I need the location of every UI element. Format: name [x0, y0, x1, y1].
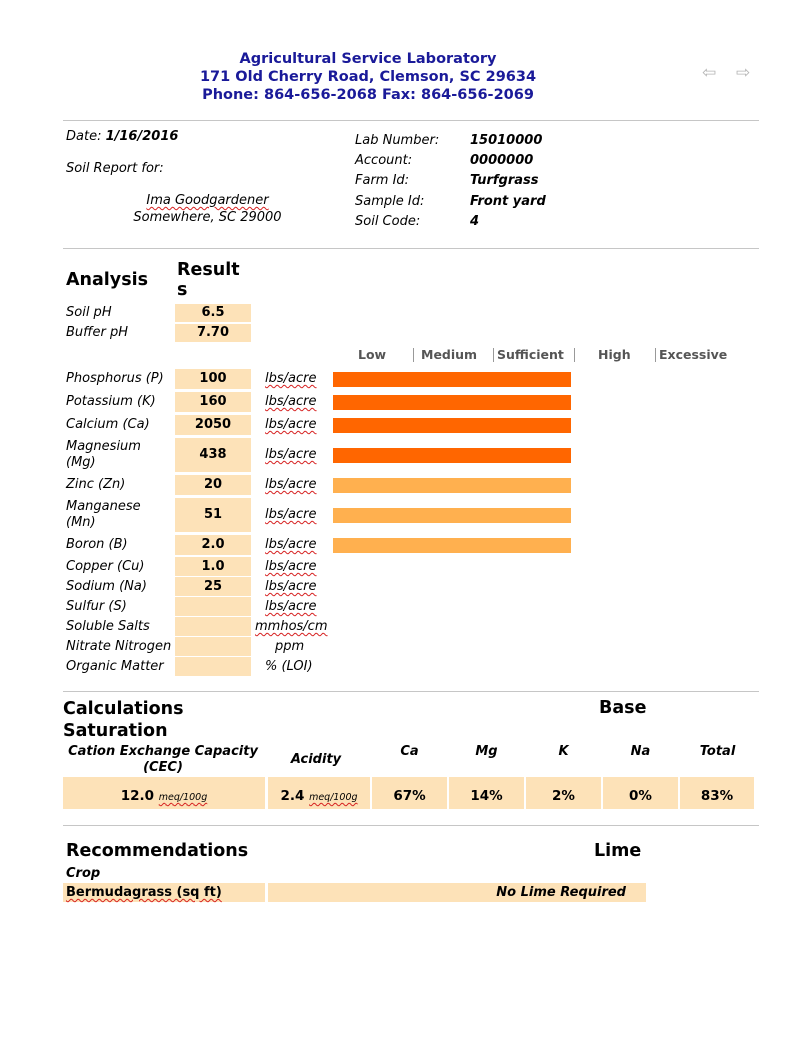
farm-id-label: Farm Id: — [355, 173, 410, 188]
copper-label: Copper (Cu) — [66, 559, 145, 574]
lab-name: Agricultural Service Laboratory — [239, 51, 497, 67]
magnesium-level-bar — [333, 448, 571, 463]
soil-code-value: 4 — [470, 214, 480, 229]
buffer-ph-label: Buffer pH — [66, 325, 129, 340]
potassium-label: Potassium (K) — [66, 394, 156, 409]
crop-label: Crop — [66, 866, 101, 881]
k-value: 2% — [552, 788, 575, 804]
scale-sufficient: Sufficient — [497, 347, 564, 362]
zinc-value: 20 — [175, 475, 251, 495]
potassium-value: 160 — [175, 392, 251, 412]
phosphorus-value: 100 — [175, 369, 251, 389]
potassium-unit: lbs/acre — [265, 394, 317, 409]
scale-excessive: Excessive — [659, 347, 728, 362]
ca-header: Ca — [400, 744, 419, 759]
date-value: 1/16/2016 — [105, 129, 179, 144]
sodium-unit: lbs/acre — [265, 579, 317, 594]
lime-recommendation: No Lime Required — [496, 885, 626, 900]
potassium-level-bar — [333, 395, 571, 410]
magnesium-unit: lbs/acre — [265, 447, 317, 462]
acidity-header: Acidity — [290, 752, 342, 767]
phosphorus-label: Phosphorus (P) — [66, 371, 164, 386]
scale-medium: Medium — [421, 347, 478, 362]
nitrate-nitrogen-unit: ppm — [275, 639, 305, 654]
calcium-level-bar — [333, 418, 571, 433]
organic-matter-unit: % (LOI) — [265, 659, 313, 674]
divider — [63, 825, 759, 826]
back-arrow-icon[interactable]: ⇦ — [702, 63, 717, 83]
divider — [63, 691, 759, 692]
boron-level-bar — [333, 538, 571, 553]
soluble-salts-unit: mmhos/cm — [255, 619, 328, 634]
manganese-value: 51 — [175, 498, 251, 532]
phosphorus-level-bar — [333, 372, 571, 387]
sodium-value: 25 — [175, 577, 251, 596]
sample-id-label: Sample Id: — [355, 194, 425, 209]
zinc-label: Zinc (Zn) — [66, 477, 126, 492]
organic-matter-label: Organic Matter — [66, 659, 164, 674]
crop-value: Bermudagrass (sq ft) — [66, 885, 222, 900]
manganese-level-bar — [333, 508, 571, 523]
lab-phone-fax: Phone: 864-656-2068 Fax: 864-656-2069 — [202, 87, 534, 103]
account-value: 0000000 — [470, 153, 534, 168]
calcium-unit: lbs/acre — [265, 417, 317, 432]
buffer-ph-value: 7.70 — [175, 324, 251, 342]
forward-arrow-icon[interactable]: ⇨ — [736, 63, 751, 83]
soil-ph-value: 6.5 — [175, 304, 251, 322]
lab-address: 171 Old Cherry Road, Clemson, SC 29634 — [199, 69, 537, 85]
sulfur-value — [175, 597, 251, 616]
nitrate-nitrogen-value — [175, 637, 251, 656]
manganese-label: Manganese (Mn) — [66, 499, 141, 530]
calcium-value: 2050 — [175, 415, 251, 435]
lime-label: Lime — [594, 841, 642, 861]
copper-value: 1.0 — [175, 557, 251, 576]
na-header: Na — [630, 744, 651, 759]
phosphorus-unit: lbs/acre — [265, 371, 317, 386]
base-saturation-label: Base — [599, 698, 647, 718]
total-header: Total — [699, 744, 736, 759]
soluble-salts-value — [175, 617, 251, 636]
sample-id-value: Front yard — [470, 194, 546, 209]
farm-id-value: Turfgrass — [470, 173, 539, 188]
magnesium-value: 438 — [175, 438, 251, 472]
date-field — [66, 129, 178, 144]
client-name: Ima Goodgardener — [146, 193, 269, 208]
k-header: K — [558, 744, 569, 759]
acidity-value: 2.4 meq/100g — [280, 788, 358, 804]
sodium-label: Sodium (Na) — [66, 579, 147, 594]
boron-label: Boron (B) — [66, 537, 128, 552]
copper-unit: lbs/acre — [265, 559, 317, 574]
divider — [63, 248, 759, 249]
sulfur-label: Sulfur (S) — [66, 599, 127, 614]
cec-header: Cation Exchange Capacity (CEC) — [68, 744, 258, 775]
manganese-unit: lbs/acre — [265, 507, 317, 522]
calculations-title: Calculations Saturation — [63, 699, 184, 741]
calcium-label: Calcium (Ca) — [66, 417, 150, 432]
client-location: Somewhere, SC 29000 — [133, 210, 282, 225]
scale-low: Low — [358, 347, 387, 362]
mg-header: Mg — [475, 744, 498, 759]
boron-value: 2.0 — [175, 535, 251, 555]
scale-separator — [493, 348, 494, 362]
account-label: Account: — [355, 153, 413, 168]
soil-code-label: Soil Code: — [355, 214, 421, 229]
soluble-salts-label: Soluble Salts — [66, 619, 150, 634]
mg-value: 14% — [470, 788, 503, 804]
ca-value: 67% — [393, 788, 426, 804]
date-label: Date: — [66, 129, 102, 144]
soil-report-for-label: Soil Report for: — [66, 161, 164, 176]
analysis-title: Analysis — [66, 270, 149, 290]
soil-ph-label: Soil pH — [66, 305, 112, 320]
na-value: 0% — [629, 788, 652, 804]
recommendations-title: Recommendations — [66, 841, 249, 861]
organic-matter-value — [175, 657, 251, 676]
lab-number-label: Lab Number: — [355, 133, 440, 148]
lab-number-value: 15010000 — [470, 133, 543, 148]
results-heading: Result s — [177, 260, 240, 300]
cec-value: 12.0 meq/100g — [120, 788, 208, 804]
magnesium-label: Magnesium (Mg) — [66, 439, 141, 470]
boron-unit: lbs/acre — [265, 537, 317, 552]
scale-separator — [655, 348, 656, 362]
scale-separator — [574, 348, 575, 362]
zinc-level-bar — [333, 478, 571, 493]
sulfur-unit: lbs/acre — [265, 599, 317, 614]
scale-separator — [413, 348, 414, 362]
nitrate-nitrogen-label: Nitrate Nitrogen — [66, 639, 172, 654]
divider — [63, 120, 759, 121]
zinc-unit: lbs/acre — [265, 477, 317, 492]
total-value: 83% — [700, 788, 734, 804]
scale-high: High — [598, 347, 631, 362]
